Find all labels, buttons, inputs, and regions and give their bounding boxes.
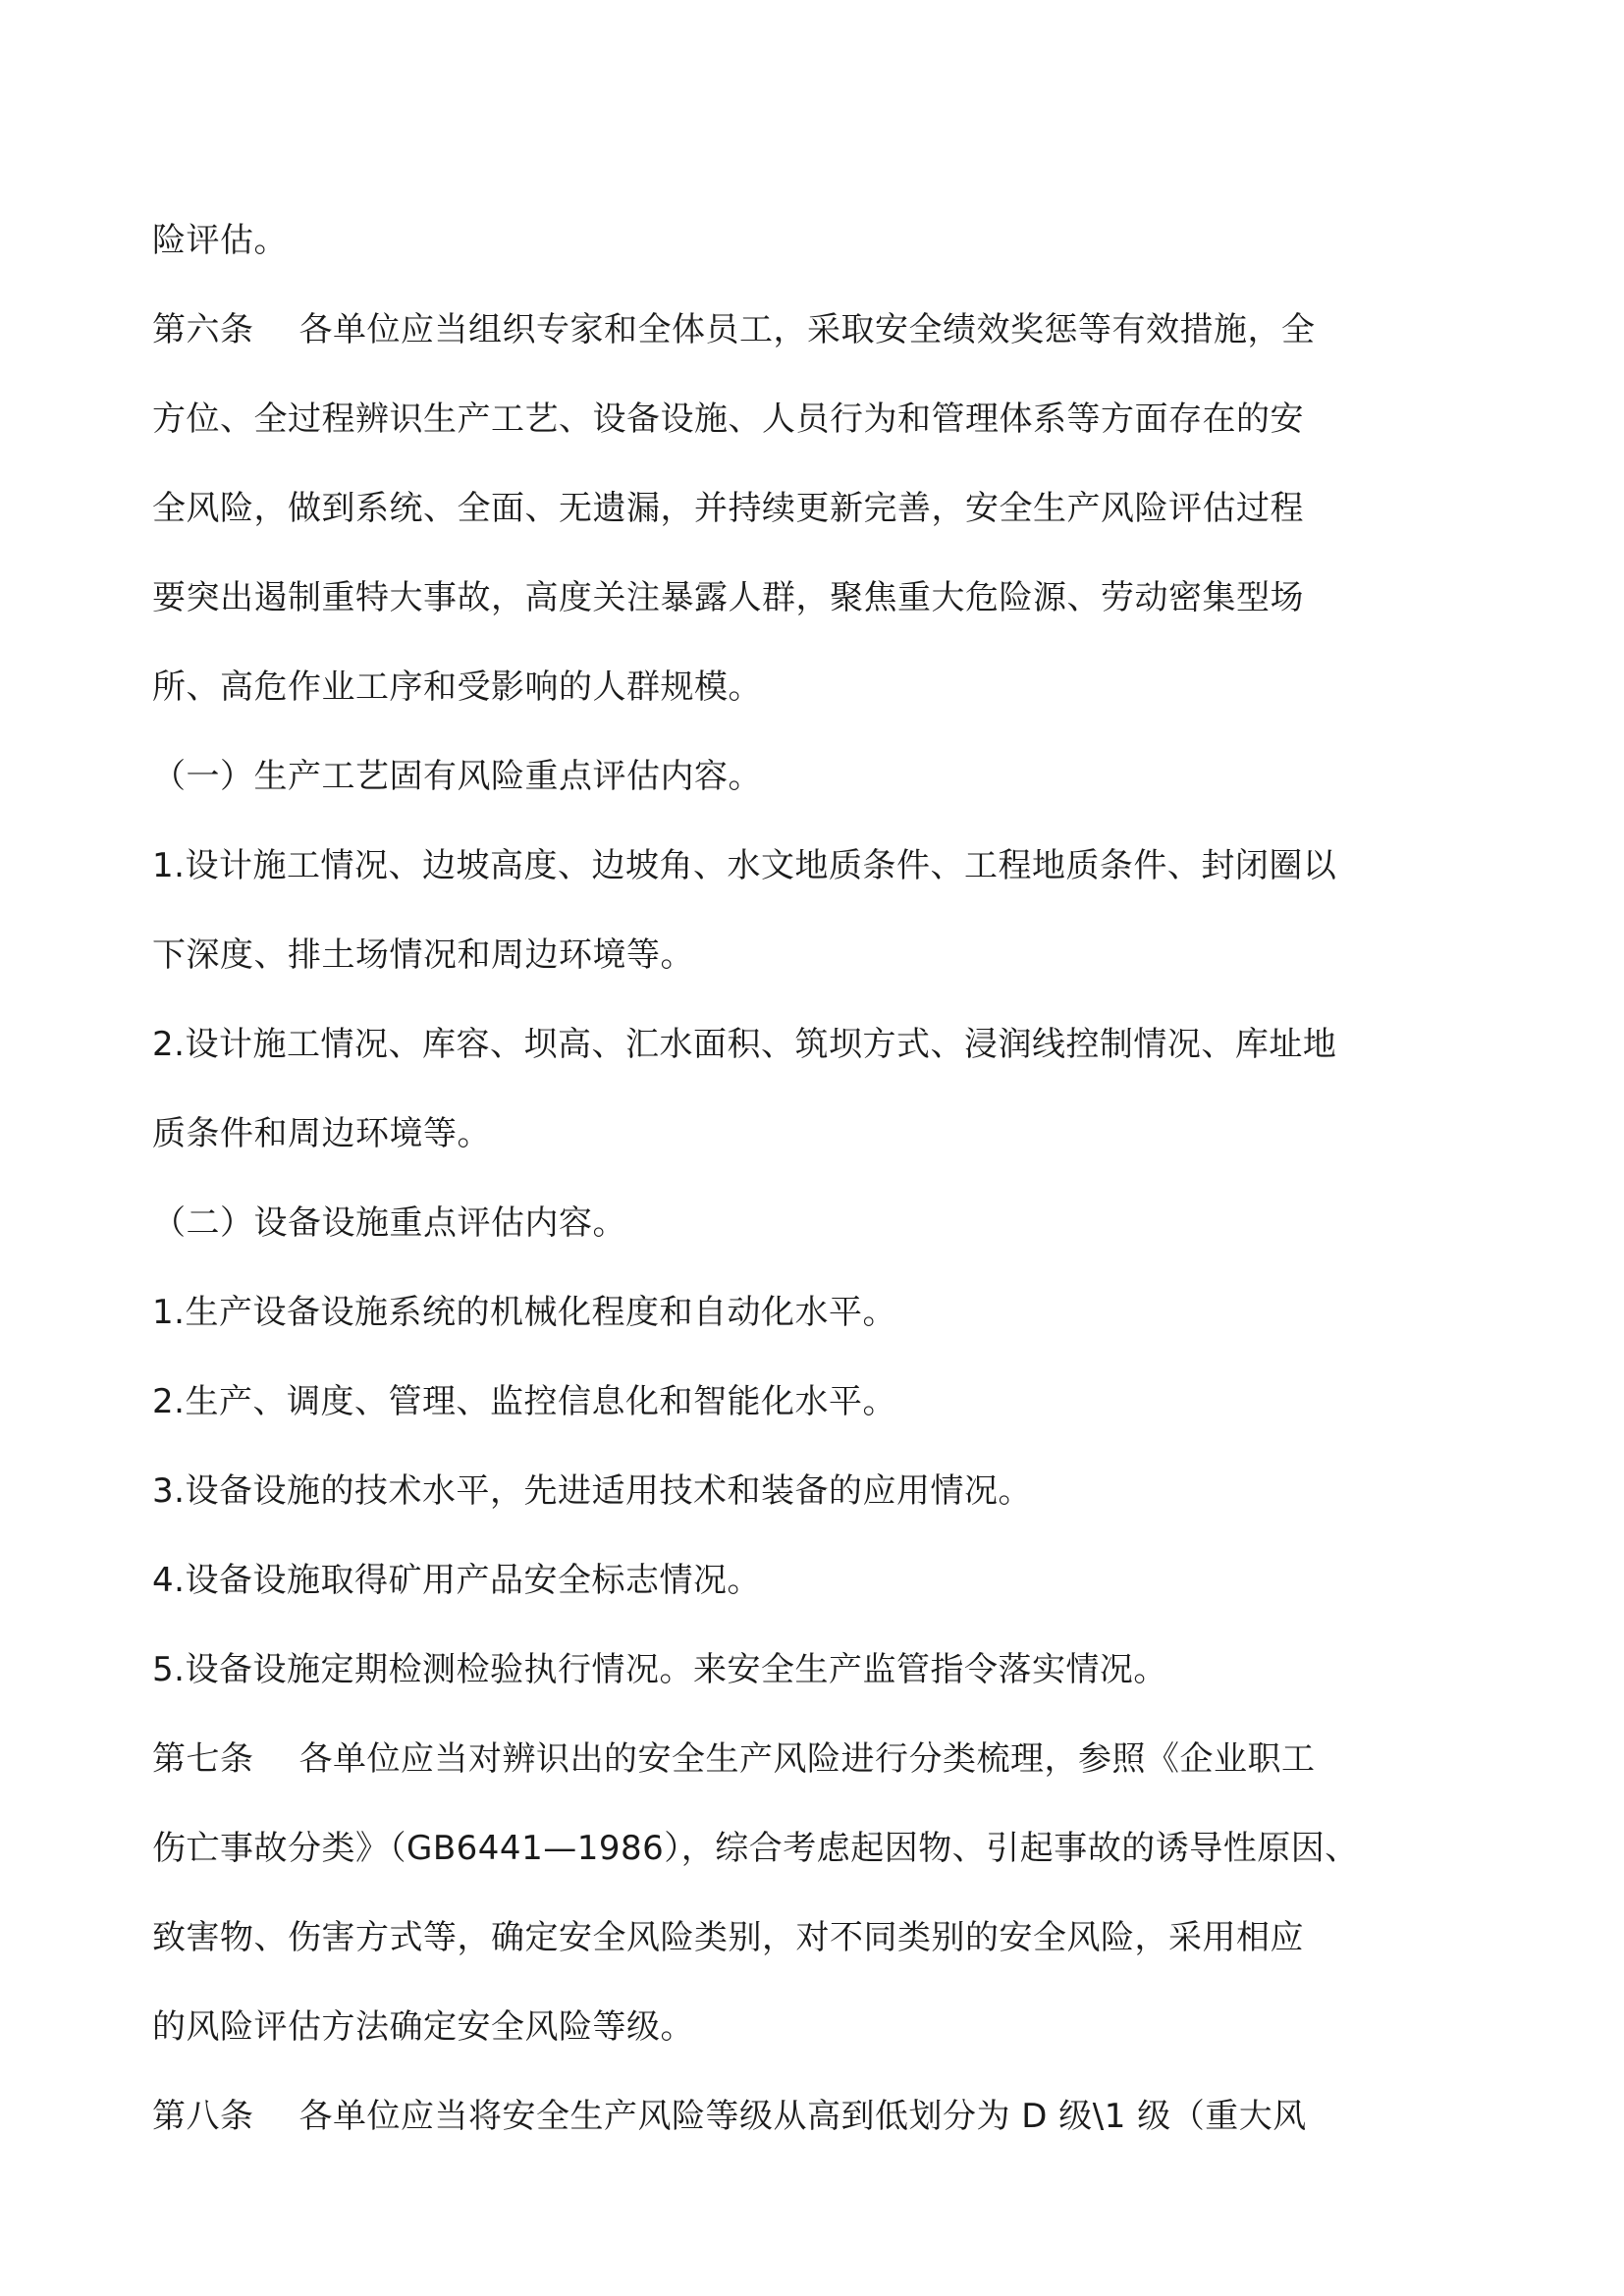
article-label: 第六条 [152, 310, 254, 349]
line-text: 各单位应当将安全生产风险等级从高到低划分为 D 级\1 级（重大风 [298, 2097, 1307, 2136]
line-text: 致害物、伤害方式等，确定安全风险类别，对不同类别的安全风险，采用相应 [152, 1918, 1304, 1957]
text-line [152, 399, 1507, 488]
section-heading [152, 1202, 1507, 1292]
text-line [152, 667, 1507, 756]
line-text: 各单位应当组织专家和全体员工，采取安全绩效奖惩等有效措施，全 [298, 310, 1316, 349]
text-line [152, 1828, 1507, 1917]
text-line [152, 1113, 1507, 1202]
list-item [152, 1649, 1507, 1738]
text-line [152, 220, 1507, 309]
line-text: 伤亡事故分类》（GB6441—1986），综合考虑起因物、引起事故的诱导性原因、 [152, 1829, 1359, 1868]
list-item [152, 845, 1507, 934]
article-line [152, 309, 1507, 399]
line-text: 3.设备设施的技术水平，先进适用技术和装备的应用情况。 [152, 1471, 1032, 1511]
section-heading [152, 756, 1507, 845]
line-text: 的风险评估方法确定安全风险等级。 [152, 2007, 694, 2047]
line-text: 5.设备设施定期检测检验执行情况。来安全生产监管指令落实情况。 [152, 1650, 1167, 1689]
article-label: 第七条 [152, 1739, 254, 1779]
list-item [152, 1024, 1507, 1113]
article-label: 第八条 [152, 2097, 254, 2136]
text-line [152, 934, 1507, 1024]
article-line [152, 2096, 1507, 2185]
line-text: （一）生产工艺固有风险重点评估内容。 [152, 757, 762, 796]
line-text: 质条件和周边环境等。 [152, 1114, 491, 1153]
line-text: 要突出遏制重特大事故，高度关注暴露人群，聚焦重大危险源、劳动密集型场 [152, 578, 1304, 617]
line-text: 2.生产、调度、管理、监控信息化和智能化水平。 [152, 1382, 896, 1421]
line-text: 险评估。 [152, 221, 288, 260]
line-text: 1.生产设备设施系统的机械化程度和自动化水平。 [152, 1293, 896, 1332]
list-item [152, 1381, 1507, 1470]
line-text: 各单位应当对辨识出的安全生产风险进行分类梳理，参照《企业职工 [298, 1739, 1316, 1779]
line-text: 4.设备设施取得矿用产品安全标志情况。 [152, 1561, 761, 1600]
line-text: （二）设备设施重点评估内容。 [152, 1203, 626, 1243]
line-text: 1.设计施工情况、边坡高度、边坡角、水文地质条件、工程地质条件、封闭圈以 [152, 846, 1337, 885]
text-line [152, 1917, 1507, 2006]
article-line [152, 1738, 1507, 1828]
line-text: 全风险，做到系统、全面、无遗漏，并持续更新完善，安全生产风险评估过程 [152, 489, 1304, 528]
list-item [152, 1292, 1507, 1381]
line-text: 2.设计施工情况、库容、坝高、汇水面积、筑坝方式、浸润线控制情况、库址地 [152, 1025, 1337, 1064]
line-text: 下深度、排土场情况和周边环境等。 [152, 935, 694, 975]
line-text: 所、高危作业工序和受影响的人群规模。 [152, 667, 762, 707]
line-text: 方位、全过程辨识生产工艺、设备设施、人员行为和管理体系等方面存在的安 [152, 400, 1304, 439]
list-item [152, 1560, 1507, 1649]
text-line [152, 2006, 1507, 2096]
text-line [152, 488, 1507, 577]
document-body [152, 220, 1507, 2185]
list-item [152, 1470, 1507, 1560]
text-line [152, 577, 1507, 667]
